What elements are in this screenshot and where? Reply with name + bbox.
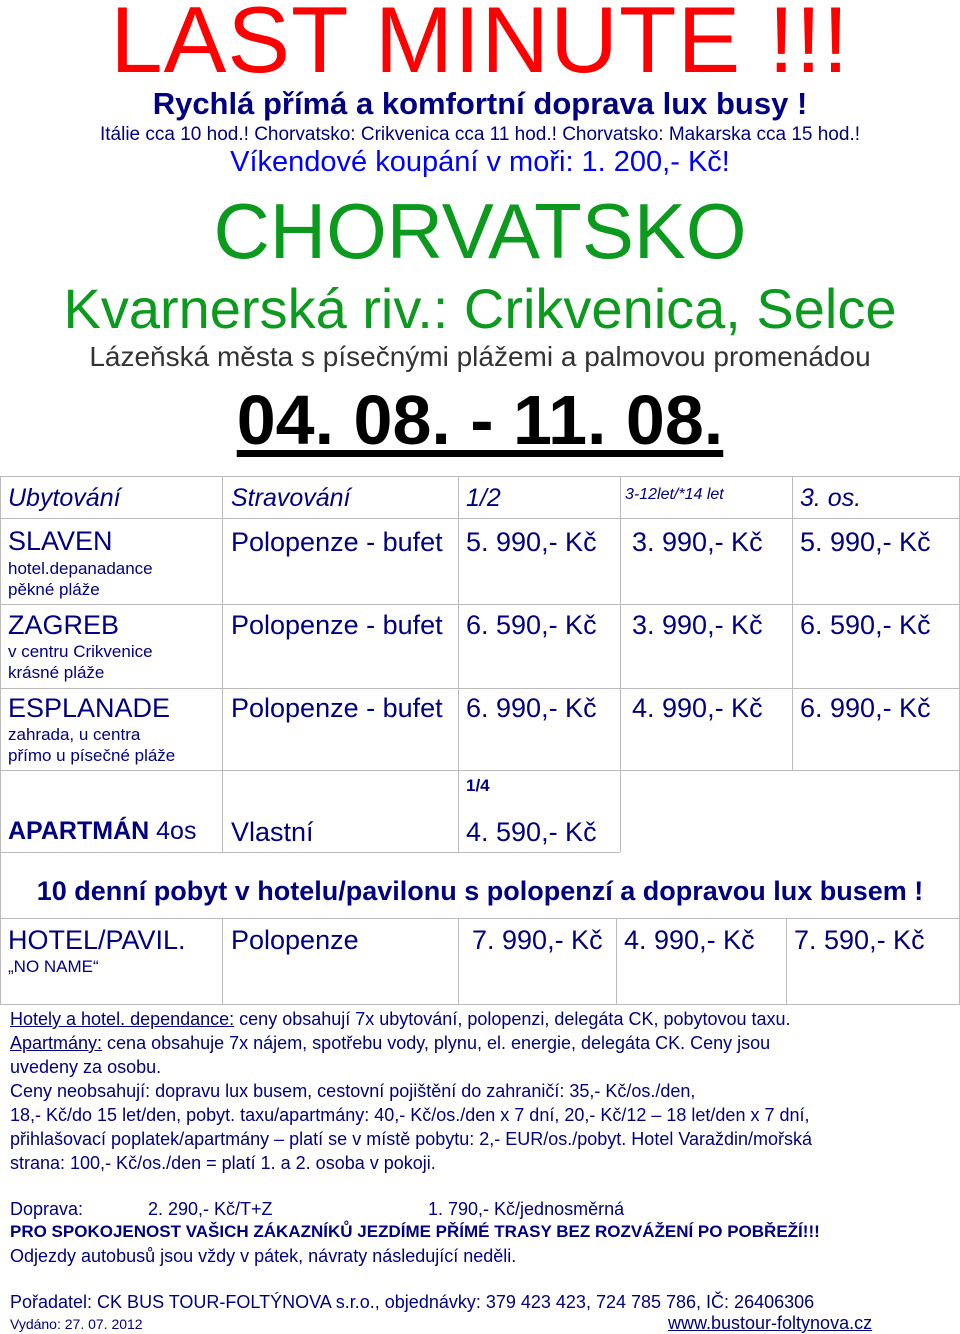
terms-hotels-text: ceny obsahují 7x ubytování, polopenzi, delegáta CK, pobytovou taxu. bbox=[234, 1009, 791, 1029]
grid-line bbox=[792, 476, 793, 770]
grid-line bbox=[0, 518, 960, 519]
grid-line bbox=[786, 918, 787, 1004]
price-child: 4. 990,- Kč bbox=[624, 925, 755, 955]
terms-line: 18,- Kč/do 15 let/den, pobyt. taxu/apartmány: 40,- Kč/os./den x 7 dní, 20,- Kč/12 – 18 let/den x 7 dní, bbox=[10, 1105, 810, 1125]
terms-hotels bbox=[10, 1007, 791, 1031]
terms-hotels-label: Hotely a hotel. dependance: bbox=[10, 1009, 235, 1029]
apartment-capacity: 4os bbox=[149, 817, 197, 845]
price-third: 6. 990,- Kč bbox=[800, 693, 931, 723]
price-third: 7. 590,- Kč bbox=[794, 925, 925, 955]
price-half: 6. 590,- Kč bbox=[466, 610, 597, 640]
header-child: 3-12let/*14 let bbox=[625, 486, 724, 503]
organizer-info: Pořadatel: CK BUS TOUR-FOLTÝNOVA s.r.o., objednávky: 379 423 423, 724 785 786, IČ: 26406306 bbox=[10, 1292, 815, 1312]
country-title: CHORVATSKO bbox=[213, 187, 747, 275]
terms-line: uvedeny za osobu. bbox=[10, 1057, 162, 1077]
hotel-note: „NO NAME“ bbox=[8, 957, 99, 976]
website-link[interactable]: www.bustour-foltynova.cz bbox=[668, 1313, 873, 1333]
grid-line bbox=[458, 476, 459, 852]
price-third: 5. 990,- Kč bbox=[800, 527, 931, 557]
grid-line bbox=[222, 476, 223, 852]
grid-line bbox=[0, 476, 1, 1004]
transport-one-way: 1. 790,- Kč/jednosměrná bbox=[428, 1199, 625, 1219]
travel-times: Itálie cca 10 hod.! Chorvatsko: Crikvenica cca 11 hod.! Chorvatsko: Makarska cca 15 hod.! bbox=[99, 124, 861, 145]
header-board: Stravování bbox=[231, 484, 351, 512]
weekend-offer: Víkendové koupání v moři: 1. 200,- Kč! bbox=[230, 146, 730, 178]
hotel-note: zahrada, u centra bbox=[8, 725, 141, 744]
board-type: Polopenze - bufet bbox=[231, 527, 443, 557]
grid-line bbox=[0, 918, 960, 919]
board-type: Polopenze - bufet bbox=[231, 610, 443, 640]
price-half: 7. 990,- Kč bbox=[472, 925, 603, 955]
grid-line bbox=[616, 918, 617, 1004]
direct-route-notice: PRO SPOKOJENOST VAŠICH ZÁKAZNÍKŮ JEZDÍME PŘÍMÉ TRASY BEZ ROZVÁŽENÍ PO POBŘEŽÍ!!! bbox=[10, 1222, 820, 1241]
hotel-note: v centru Crikvenice bbox=[8, 642, 153, 661]
terms-apartments-text: cena obsahuje 7x nájem, spotřebu vody, plynu, el. energie, delegáta CK. Ceny jsou bbox=[102, 1033, 771, 1053]
grid-line bbox=[0, 1004, 960, 1005]
grid-line bbox=[0, 852, 620, 853]
terms-line: Ceny neobsahují: dopravu lux busem, cestovní pojištění do zahraničí: 35,- Kč/os./den, bbox=[10, 1081, 696, 1101]
price-third: 6. 590,- Kč bbox=[800, 610, 931, 640]
header-third-person: 3. os. bbox=[800, 484, 862, 512]
grid-line bbox=[222, 918, 223, 1004]
hotel-note: pěkné pláže bbox=[8, 580, 100, 599]
issue-date: Vydáno: 27. 07. 2012 bbox=[10, 1316, 143, 1332]
price-quarter: 4. 590,- Kč bbox=[466, 817, 597, 847]
hotel-name: SLAVEN bbox=[8, 526, 113, 556]
terms-apartments bbox=[10, 1031, 770, 1055]
hotel-name: ESPLANADE bbox=[8, 693, 171, 723]
grid-line bbox=[0, 688, 960, 689]
transport-slogan: Rychlá přímá a komfortní doprava lux busy ! bbox=[152, 86, 808, 121]
terms-apartments-label: Apartmány: bbox=[10, 1033, 103, 1053]
grid-line bbox=[0, 476, 960, 477]
grid-line bbox=[620, 476, 621, 852]
apartment-name bbox=[8, 817, 196, 846]
transport-label: Doprava: bbox=[10, 1199, 84, 1219]
transport-round-trip: 2. 290,- Kč/T+Z bbox=[148, 1199, 273, 1219]
grid-line bbox=[458, 918, 459, 1004]
apartment-label: APARTMÁN bbox=[8, 817, 150, 845]
price-half: 6. 990,- Kč bbox=[466, 693, 597, 723]
terms-line: přihlašovací poplatek/apartmány – platí se v místě pobytu: 2,- EUR/os./pobyt. Hotel Varaždin/mořská bbox=[10, 1129, 813, 1149]
terms-line: strana: 100,- Kč/os./den = platí 1. a 2. osoba v pokoji. bbox=[10, 1153, 436, 1173]
region-tagline: Lázeňská města s písečnými plážemi a palmovou promenádou bbox=[89, 341, 871, 372]
header-half: 1/2 bbox=[466, 484, 501, 512]
hotel-note: hotel.depanadance bbox=[8, 559, 153, 578]
price-child: 3. 990,- Kč bbox=[632, 610, 763, 640]
price-child: 4. 990,- Kč bbox=[632, 693, 763, 723]
hotel-name: ZAGREB bbox=[8, 610, 120, 640]
region-title: Kvarnerská riv.: Crikvenica, Selce bbox=[63, 277, 897, 340]
hotel-note: krásné pláže bbox=[8, 663, 105, 682]
departure-info: Odjezdy autobusů jsou vždy v pátek, návraty následující neděli. bbox=[10, 1246, 517, 1266]
headline-last-minute: LAST MINUTE !!! bbox=[110, 0, 850, 92]
price-half: 5. 990,- Kč bbox=[466, 527, 597, 557]
price-child: 3. 990,- Kč bbox=[632, 527, 763, 557]
hotel-name: HOTEL/PAVIL. bbox=[8, 925, 186, 955]
trip-dates: 04. 08. - 11. 08. bbox=[236, 381, 724, 459]
board-type: Polopenze bbox=[231, 925, 359, 955]
grid-line bbox=[0, 604, 960, 605]
header-accommodation: Ubytování bbox=[8, 484, 121, 512]
ten-day-offer-banner: 10 denní pobyt v hotelu/pavilonu s polopenzí a dopravou lux busem ! bbox=[36, 876, 924, 906]
hotel-note: přímo u písečné pláže bbox=[8, 746, 176, 765]
grid-line bbox=[0, 770, 960, 771]
board-type: Polopenze - bufet bbox=[231, 693, 443, 723]
board-type: Vlastní bbox=[231, 817, 314, 847]
header-quarter: 1/4 bbox=[466, 776, 490, 795]
